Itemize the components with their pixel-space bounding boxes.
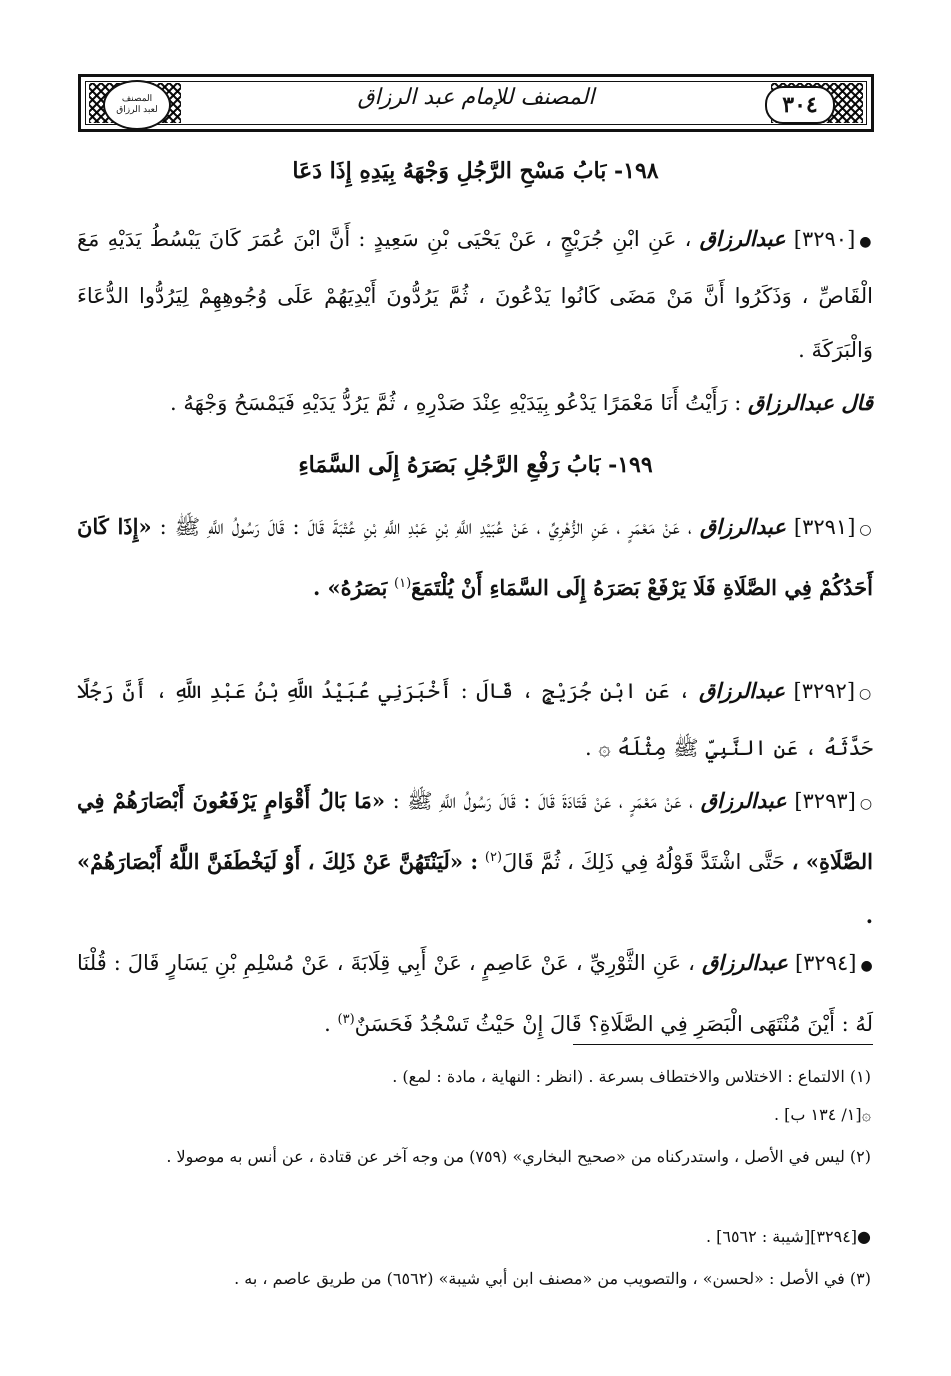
chapter-title-199: ١٩٩- بَابُ رَفْعِ الرَّجُلِ بَصَرَهُ إِلَى السَّمَاءِ	[298, 452, 653, 478]
footnote-source-ref: ●[٣٢٩٤][شيبة : ٦٥٦٢] .	[705, 1227, 871, 1246]
hadith-number: [٣٢٩١]	[793, 515, 856, 539]
page-header	[78, 74, 874, 132]
page-number: ٣٠٤	[765, 86, 835, 124]
author-name: عبدالرزاق	[701, 950, 788, 975]
hadith-text: ، عَنِ ابْنِ جُرَيْجٍ ، قَالَ : أَخْبَرَنِي عُبَيْدُ اللَّهِ بْنُ عَبْدِ اللَّهِ ، أَنَّ رَجُلًا حَدَّثَهُ ، عَنِ النَّبِيِّ ﷺ مِثْلَهُ ۞ .	[77, 679, 873, 760]
prophetic-quote: «مَا بَالُ أَقْوَامٍ يَرْفَعُونَ أَبْصَارَهُمْ فِي الصَّلَاةِ» ،	[77, 788, 873, 874]
author-name: قال عبدالرزاق	[748, 390, 873, 415]
footnote-1: (١) الالتماع : الاختلاس والاختطاف بسرعة . (انظر : النهاية ، مادة : لمع) .	[392, 1067, 871, 1086]
footnote-ref: (٣)	[337, 1012, 355, 1027]
hadith-3294	[77, 936, 873, 1051]
hadith-3291	[77, 500, 873, 615]
hadith-text: ، عَنِ ابْنِ جُرَيْجٍ ، عَنْ يَحْيَى بْنِ سَعِيدٍ : أَنَّ ابْنَ عُمَرَ كَانَ يَبْسُطُ يَدَيْهِ مَعَ الْقَاصِّ ، وَذَكَرُوا أَنَّ مَنْ مَضَى كَانُوا يَدْعُونَ ، ثُمَّ يَرُدُّونَ أَيْدِيَهُمْ عَلَى وُجُوهِهِمْ لِيَرُدُّوا الدُّعَاءَ وَالْبَرَكَةَ .	[77, 227, 873, 362]
hadith-text-2: حَتَّى اشْتَدَّ قَوْلُهُ فِي ذَلِكَ ، ثُمَّ قَالَ	[502, 850, 785, 874]
circle-marker: ○	[859, 796, 874, 812]
prophetic-quote: «إِذَا كَانَ أَحَدُكُمْ فِي الصَّلَاةِ فَلَا يَرْفَعْ بَصَرَهُ إِلَى السَّمَاءِ أَنْ يُلْتَمَعَ	[77, 514, 873, 600]
hadith-3292	[77, 664, 873, 775]
circle-marker: ○	[859, 522, 873, 538]
author-name: عبدالرزاق	[699, 226, 786, 251]
prophetic-quote-end: بَصَرُهُ» .	[312, 575, 388, 600]
bullet-marker: ●	[859, 234, 873, 250]
chapter-title-198: ١٩٨- بَابُ مَسْحِ الرَّجُلِ وَجْهَهُ بِيَدِهِ إِذَا دَعَا	[292, 158, 659, 184]
hadith-number: [٣٢٩٣]	[794, 789, 856, 813]
author-comment	[77, 376, 873, 430]
footnote-3: (٣) في الأصل : «لحسن» ، والتصويب من «مصنف ابن أبي شيبة» (٦٥٦٢) من طريق عاصم ، به .	[234, 1269, 871, 1288]
running-title: المصنف للإمام عبد الرزاق	[357, 85, 595, 110]
hadith-number: [٣٢٩٢]	[793, 679, 856, 703]
author-name: عبدالرزاق	[700, 788, 787, 813]
hadith-text: ، عَنْ مَعْمَرٍ ، عَنْ قَتَادَةَ قَالَ : قَالَ رَسُولُ اللَّهِ ﷺ :	[392, 789, 694, 813]
prophetic-quote-2: : «لَيَنْتَهُنَّ عَنْ ذَلِكَ ، أَوْ لَيَخْطَفَنَّ اللَّهُ أَبْصَارَهُمْ» .	[77, 849, 873, 928]
footnote-ref: (١)	[394, 576, 412, 591]
author-name: عبدالرزاق	[699, 678, 786, 703]
footnote-folio-ref: ۞[١/ ١٣٤ ب] .	[773, 1105, 871, 1124]
hadith-number: [٣٢٩٠]	[793, 227, 856, 251]
footnote-ref: (٢)	[484, 850, 503, 865]
hadith-text: ، عَنْ مَعْمَرٍ ، عَنِ الزُّهْرِيِّ ، عَنْ عُبَيْدِ اللَّهِ بْنِ عَبْدِ اللَّهِ بْنِ عُتْبَةَ قَالَ : قَالَ رَسُولُ اللَّهِ ﷺ :	[159, 515, 692, 539]
author-name: عبدالرزاق	[699, 514, 786, 539]
bullet-marker: ●	[860, 958, 873, 974]
comment-text: : رَأَيْتُ أَنَا مَعْمَرًا يَدْعُو بِيَدَيْهِ عِنْدَ صَدْرِهِ ، ثُمَّ يَرُدُّ يَدَيْهِ فَيَمْسَحُ وَجْهَهُ .	[169, 391, 742, 415]
book-seal-logo	[103, 80, 171, 130]
hadith-number: [٣٢٩٤]	[794, 951, 857, 975]
hadith-3293	[77, 774, 873, 943]
hadith-3290	[77, 212, 873, 377]
circle-marker: ○	[859, 686, 873, 702]
seal-line-2: لعبد الرزاق	[116, 105, 158, 115]
footnote-2: (٢) ليس في الأصل ، واستدركناه من «صحيح البخاري» (٧٥٩) من وجه آخر عن قتادة ، عن أنس به موصولا .	[166, 1147, 871, 1166]
seal-line-1: المصنف	[121, 94, 153, 104]
sentence-end: .	[324, 1012, 331, 1036]
hadith-text: ، عَنِ الثَّوْرِيِّ ، عَنْ عَاصِمٍ ، عَنْ أَبِي قِلَابَةَ ، عَنْ مُسْلِمِ بْنِ يَسَارٍ قَالَ : قُلْنَا لَهُ : أَيْنَ مُنْتَهَى الْبَصَرِ فِي الصَّلَاةِ؟ قَالَ إِنْ حَيْثُ تَسْجُدُ فَحَسَنٌ	[77, 951, 873, 1036]
footnote-divider	[573, 1044, 873, 1045]
